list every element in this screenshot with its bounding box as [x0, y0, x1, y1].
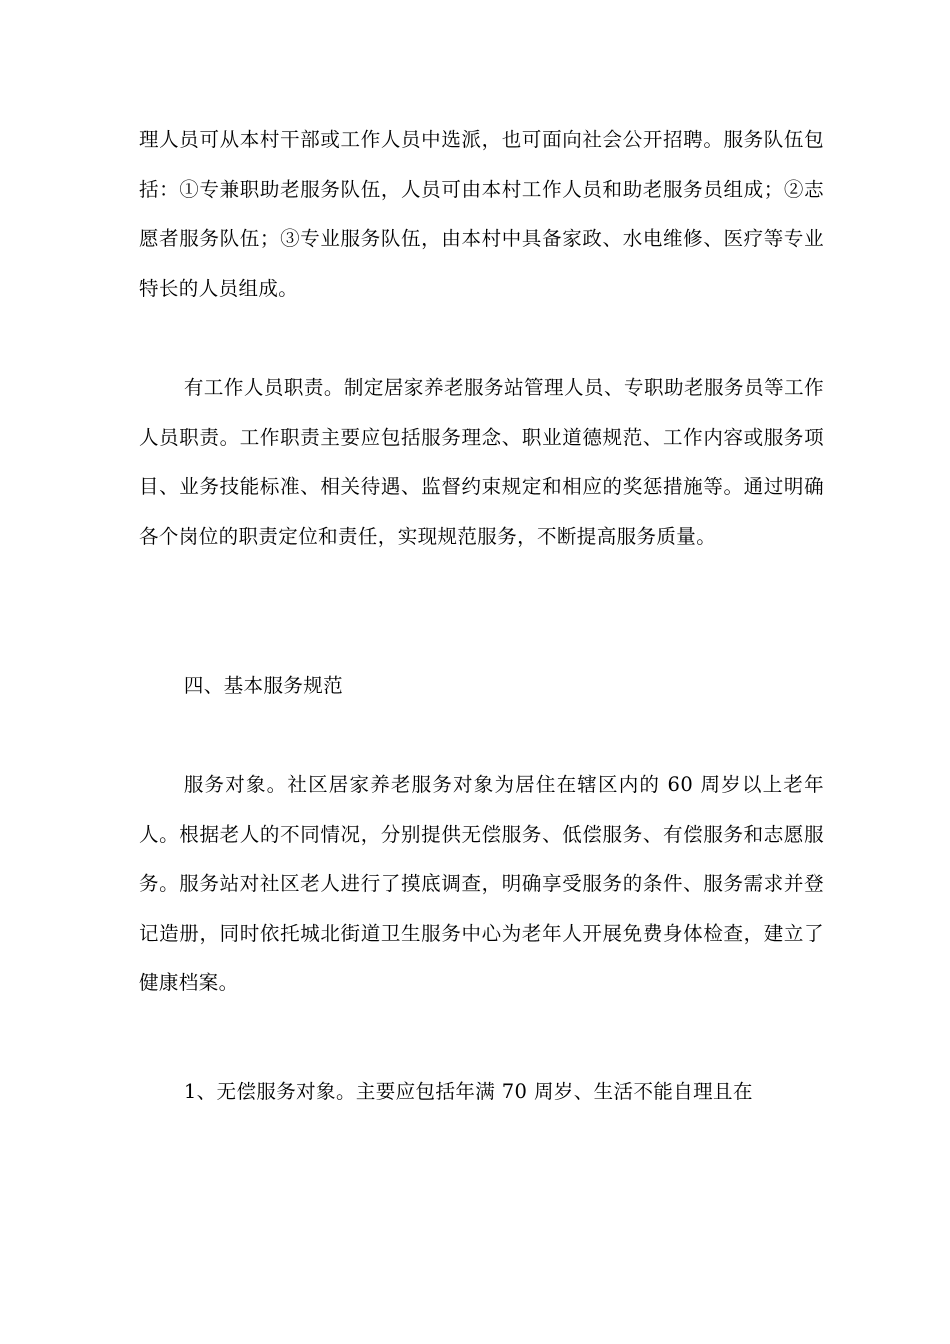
paragraph-free-service-targets: 1、无偿服务对象。主要应包括年满 70 周岁、生活不能自理且在 — [183, 1080, 753, 1103]
paragraph-staff-duties: 有工作人员职责。制定居家养老服务站管理人员、专职助老服务员等工作人员职责。工作职责主要应包括服务理念、职业道德规范、工作内容或服务项目、业务技能标准、相关待遇、监督约束规定和相应的奖惩措施等。通过明确各个岗位的职责定位和责任，实现规范服务，不断提高服务质量。 — [139, 376, 824, 548]
paragraph-service-team: 理人员可从本村干部或工作人员中选派，也可面向社会公开招聘。服务队伍包括：①专兼职助老服务队伍，人员可由本村工作人员和助老服务员组成；②志愿者服务队伍；③专业服务队伍，由本村中具备家政、水电维修、医疗等专业特长的人员组成。 — [139, 128, 824, 300]
section-heading-basic-service-norms: 四、基本服务规范 — [183, 674, 344, 697]
paragraph-service-targets: 服务对象。社区居家养老服务对象为居住在辖区内的 60 周岁以上老年人。根据老人的不同情况，分别提供无偿服务、低偿服务、有偿服务和志愿服务。服务站对社区老人进行了摸底调查，明确享受服务的条件、服务需求并登记造册，同时依托城北街道卫生服务中心为老年人开展免费身体检查，建立了健康档案。 — [139, 773, 824, 994]
